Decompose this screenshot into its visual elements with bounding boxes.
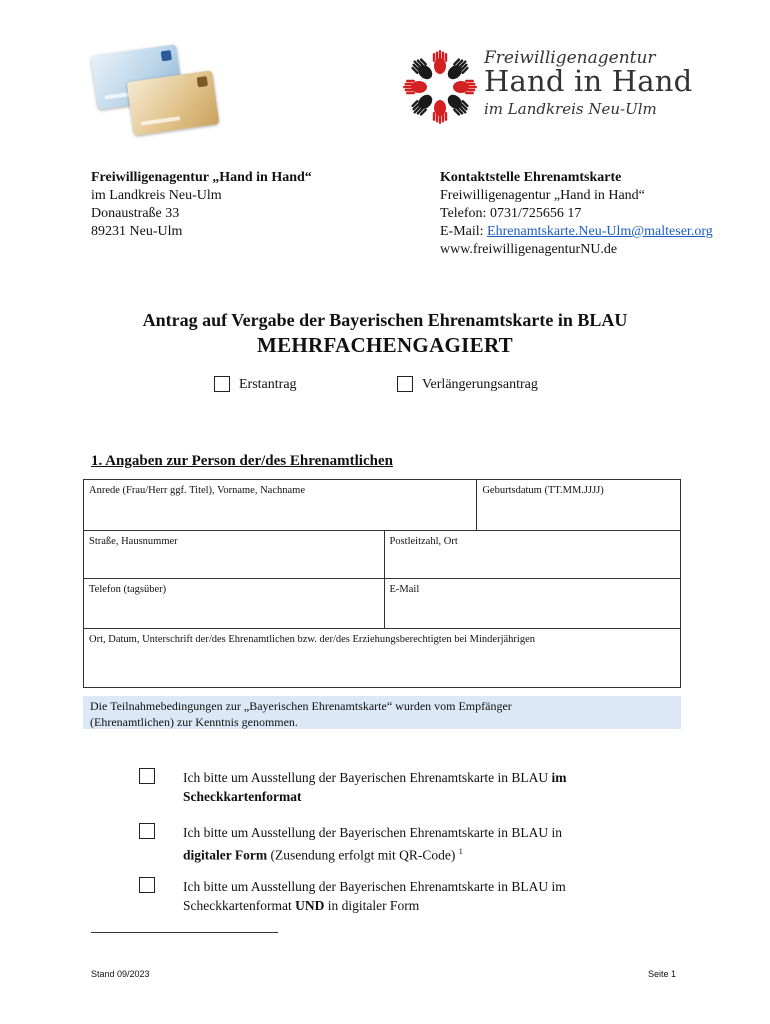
option-digital-checkbox[interactable]: [139, 823, 155, 839]
option-text: Ich bitte um Ausstellung der Bayerischen Ehrenamtskarte in BLAU: [183, 770, 552, 785]
footnote-marker: 1: [458, 847, 463, 856]
option-emphasis: im: [551, 770, 567, 785]
hand-shape: [444, 56, 471, 83]
option-text: Ich bitte um Ausstellung der Bayerischen Ehrenamtskarte in BLAU in: [183, 825, 563, 840]
first-application-label: Erstantrag: [239, 377, 297, 392]
option-text: in digitaler Form: [324, 898, 420, 913]
personal-data-form: [83, 479, 681, 688]
option-digital-label: [183, 823, 703, 865]
gold-card: [127, 70, 220, 135]
option-emphasis: UND: [295, 898, 325, 913]
option-both-label: [183, 877, 643, 915]
contact-heading: Kontaktstelle Ehrenamtskarte: [440, 170, 622, 185]
sender-district: im Landkreis Neu-Ulm: [91, 188, 222, 203]
logo-name: Hand in Hand: [484, 64, 693, 98]
renewal-label: Verlängerungsantrag: [422, 377, 538, 392]
contact-email-row: [440, 223, 713, 241]
option-both-checkbox[interactable]: [139, 877, 155, 893]
street-field-label: Straße, Hausnummer: [89, 536, 178, 547]
footer-page-number: Seite 1: [648, 969, 677, 979]
form-row: [84, 530, 680, 578]
sender-name: Freiwilligenagentur „Hand in Hand“: [91, 170, 312, 185]
phone-field-label: Telefon (tagsüber): [89, 584, 167, 595]
email-field-label: E-Mail: [389, 584, 420, 595]
renewal-checkbox[interactable]: [397, 376, 413, 392]
sender-city: 89231 Neu-Ulm: [91, 224, 183, 239]
option-emphasis: Scheckkartenformat: [183, 789, 302, 804]
option-emphasis: digitaler Form: [183, 847, 268, 863]
contact-org: Freiwilligenagentur „Hand in Hand“: [440, 188, 645, 203]
first-application-checkbox[interactable]: [214, 376, 230, 392]
contact-phone: Telefon: 0731/725656 17: [440, 206, 582, 221]
name-field-label: Anrede (Frau/Herr ggf. Titel), Vorname, Nachname: [89, 485, 305, 496]
hand-shape: [409, 56, 436, 83]
terms-notice: [83, 696, 681, 729]
hand-shape: [433, 100, 447, 124]
hand-shape: [403, 80, 427, 94]
contact-website: www.freiwilligenagenturNU.de: [440, 242, 618, 257]
hand-shape: [453, 80, 477, 94]
section-personal-data-title: 1. Angaben zur Person der/des Ehrenamtlichen: [91, 453, 393, 469]
option-text: (Zusendung erfolgt mit QR-Code): [267, 847, 459, 863]
form-row: [84, 628, 680, 687]
lion-emblem-icon: [161, 50, 172, 61]
postal-city-field-label: Postleitzahl, Ort: [389, 536, 458, 547]
lion-emblem-icon: [197, 76, 208, 87]
name-field[interactable]: [84, 480, 476, 530]
logo-title: Freiwilligenagentur: [484, 48, 656, 68]
signature-field-label: Ort, Datum, Unterschrift der/des Ehrenamtlichen bzw. der/des Erziehungsberechtigten bei Minderjährigen: [89, 634, 535, 645]
phone-field[interactable]: [84, 579, 384, 628]
option-card-label: [183, 768, 703, 806]
form-title: Antrag auf Vergabe der Bayerischen Ehrenamtskarte in BLAU: [142, 310, 628, 330]
hand-shape: [409, 91, 436, 118]
ehrenamtskarte-image: [90, 44, 230, 136]
email-label: E-Mail:: [440, 224, 488, 239]
street-field[interactable]: [84, 531, 384, 578]
postal-city-field[interactable]: [384, 531, 681, 578]
contact-address: [440, 169, 713, 259]
option-text: Ich bitte um Ausstellung der Bayerischen Ehrenamtskarte in BLAU im Scheckkartenformat: [183, 879, 566, 913]
option-card-checkbox[interactable]: [139, 768, 155, 784]
logo-subtitle: im Landkreis Neu-Ulm: [484, 100, 657, 118]
footer-date: Stand 09/2023: [91, 969, 150, 979]
footnote-separator: [91, 932, 278, 933]
email-link[interactable]: Ehrenamtskarte.Neu-Ulm@malteser.org: [487, 224, 713, 239]
sender-street: Donaustraße 33: [91, 206, 180, 221]
terms-notice-line2: (Ehrenamtlichen) zur Kenntnis genommen.: [90, 715, 298, 729]
signature-field[interactable]: [84, 629, 680, 687]
birthdate-field-label: Geburtsdatum (TT.MM.JJJJ): [482, 485, 604, 496]
form-row: [84, 578, 680, 628]
email-field[interactable]: [384, 579, 681, 628]
hands-circle-icon: [400, 48, 480, 126]
organization-logo: [400, 44, 740, 128]
birthdate-field[interactable]: [476, 480, 680, 530]
form-category: MEHRFACHENGAGIERT: [257, 333, 513, 357]
terms-notice-line1: Die Teilnahmebedingungen zur „Bayerischen Ehrenamtskarte“ wurden vom Empfänger: [90, 699, 512, 713]
form-row: [84, 480, 680, 530]
hand-shape: [444, 91, 471, 118]
sender-address: [91, 169, 312, 241]
hand-shape: [433, 50, 447, 74]
